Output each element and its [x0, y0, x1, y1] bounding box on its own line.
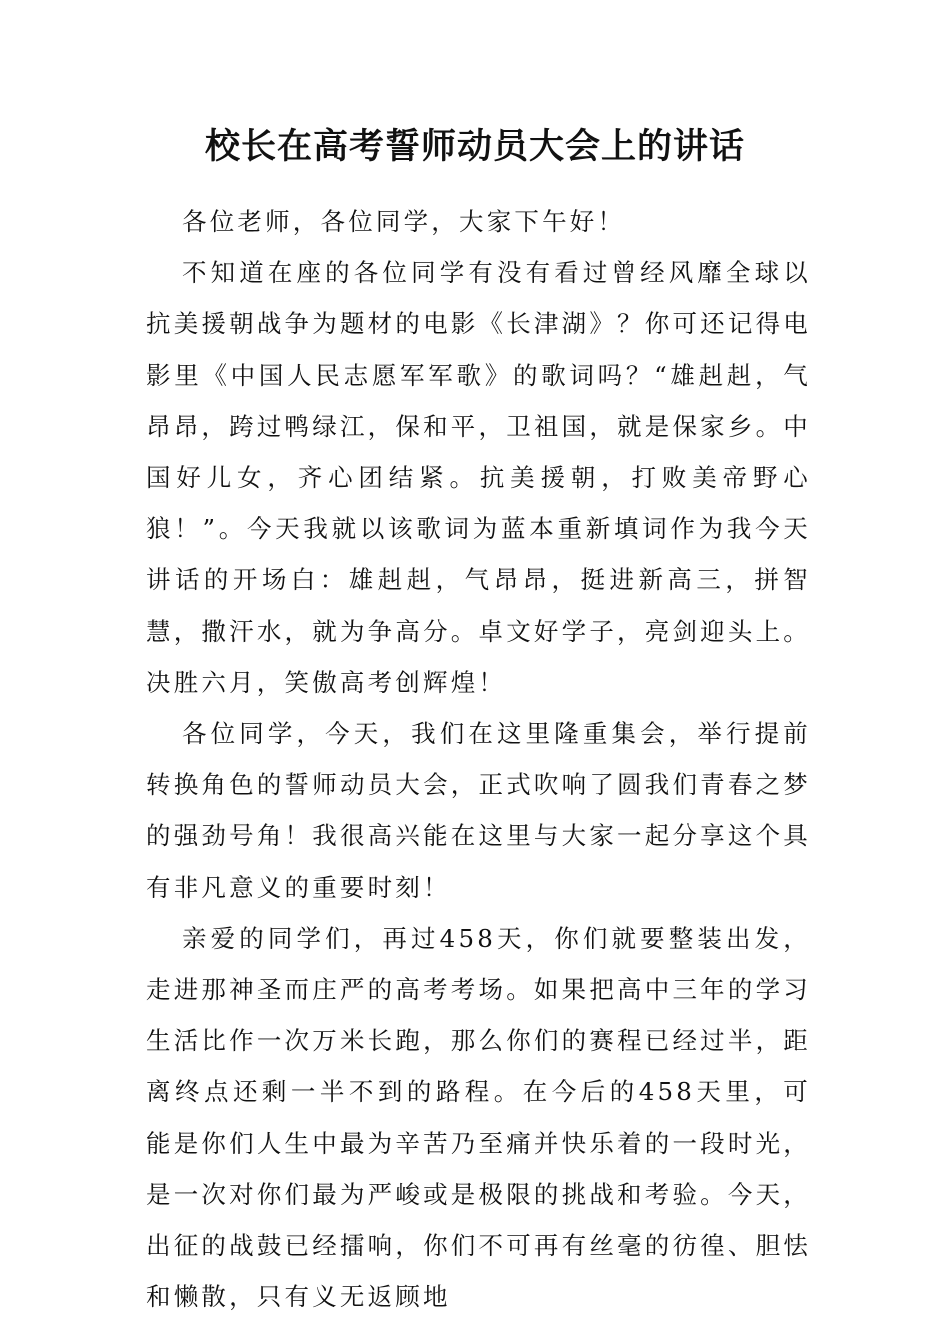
document-title: 校长在高考誓师动员大会上的讲话	[204, 126, 745, 167]
paragraph-opening: 不知道在座的各位同学有没有看过曾经风靡全球以抗美援朝战争为题材的电影《长津湖》？你可还记得电影里《中国人民志愿军军歌》的歌词吗？“雄赳赳，气昂昂，跨过鸭绿江，保和平，卫祖国，就是保家乡。中国好儿女，齐心团结紧。抗美援朝，打败美帝野心狼！”。今天我就以该歌词为蓝本重新填词作为我今天讲话的开场白：雄赳赳，气昂昂，挺进新高三，拼智慧，撒汗水，就为争高分。卓文好学子，亮剑迎头上。决胜六月，笑傲高考创辉煌！	[146, 258, 811, 697]
paragraph-assembly: 各位同学，今天，我们在这里隆重集会，举行提前转换角色的誓师动员大会，正式吹响了圆我们青春之梦的强劲号角！我很高兴能在这里与大家一起分享这个具有非凡意义的重要时刻！	[146, 719, 811, 902]
document-body	[146, 196, 811, 1322]
paragraph-countdown: 亲爱的同学们，再过458天，你们就要整装出发，走进那神圣而庄严的高考考场。如果把高中三年的学习生活比作一次万米长跑，那么你们的赛程已经过半，距离终点还剩一半不到的路程。在今后的458天里，可能是你们人生中最为辛苦乃至痛并快乐着的一段时光，是一次对你们最为严峻或是极限的挑战和考验。今天，出征的战鼓已经擂响，你们不可再有丝毫的彷徨、胆怯和懒散，只有义无返顾地	[146, 923, 811, 1312]
paragraph-greeting: 各位老师，各位同学，大家下午好！	[182, 207, 626, 236]
